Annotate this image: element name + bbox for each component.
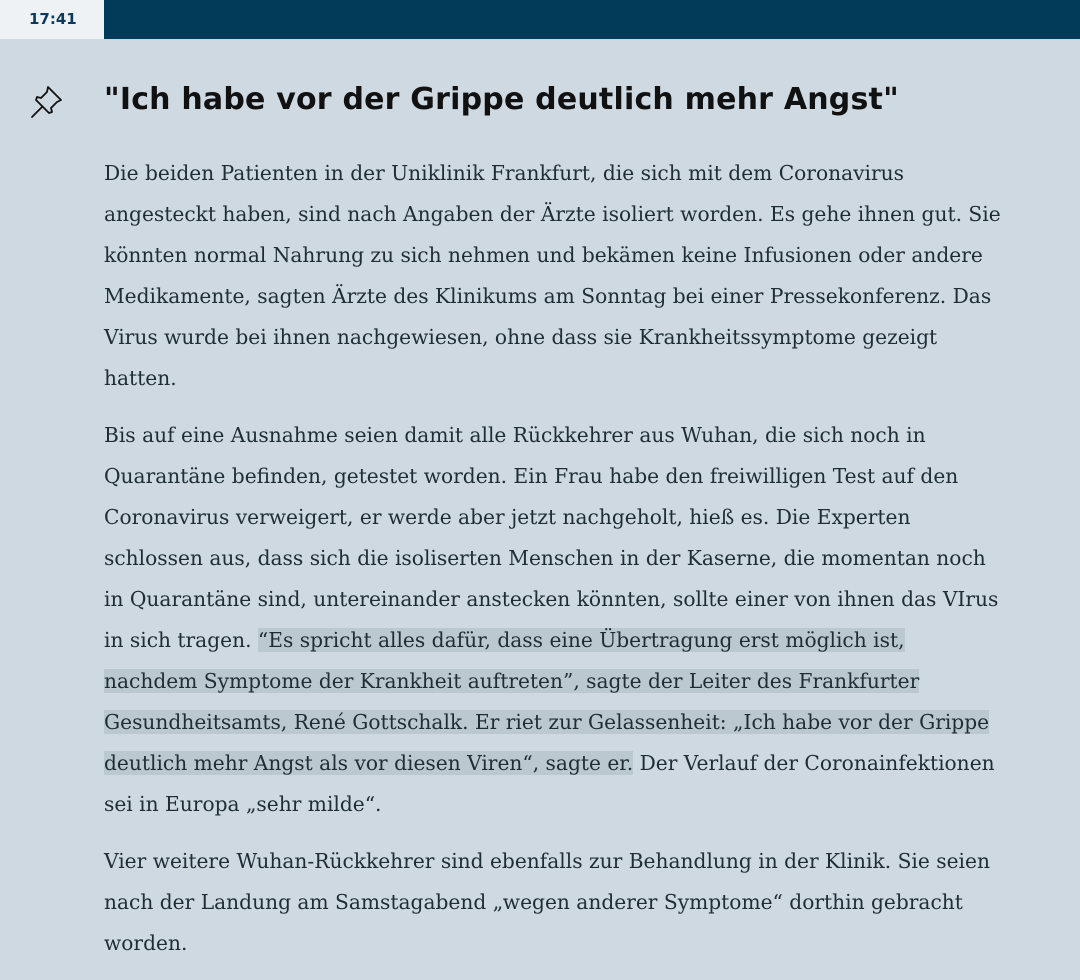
top-bar [0, 0, 1080, 39]
article-headline: "Ich habe vor der Grippe deutlich mehr Angst" [104, 82, 899, 117]
article-paragraph [104, 415, 1004, 825]
timestamp-badge: 17:41 [0, 0, 104, 39]
article-paragraph: Die beiden Patienten in der Uniklinik Frankfurt, die sich mit dem Coronavirus angesteckt haben, sind nach Angaben der Ärzte isoliert worden. Es gehe ihnen gut. Sie könnten normal Nahrung zu sich nehmen und bekämen keine Infusionen oder andere Medikamente, sagten Ärzte des Klinikums am Sonntag bei einer Pressekonferenz. Das Virus wurde bei ihnen nachgewiesen, ohne dass sie Krankheitssymptome gezeigt hatten. [104, 161, 1001, 390]
article-body [104, 153, 1004, 980]
pin-icon[interactable] [28, 82, 66, 120]
paragraph-text: Der Verlauf der Coronainfektionen sei in Europa „sehr milde“. [104, 751, 995, 816]
paragraph-text: Bis auf eine Ausnahme seien damit alle Rückkehrer aus Wuhan, die sich noch in Quarantäne befinden, getestet worden. Ein Frau habe den freiwilligen Test auf den Coronavirus verweigert, er werde aber jetzt nachgeholt, hieß es. Die Experten schlossen aus, dass sich die isoliserten Menschen in der Kaserne, die momentan noch in Quarantäne sind, untereinander anstecken könnten, sollte einer von ihnen das VIrus in sich tragen. [104, 423, 999, 652]
article-paragraph: Vier weitere Wuhan-Rückkehrer sind ebenfalls zur Behandlung in der Klinik. Sie seien nach der Landung am Samstagabend „wegen anderer Symptome“ dorthin gebracht worden. [104, 849, 990, 955]
highlighted-quote[interactable]: “Es spricht alles dafür, dass eine Übertragung erst möglich ist, nachdem Symptome der Krankheit auftreten”, sagte der Leiter des Frankfurter Gesundheitsamts, René Gottschalk. Er riet zur Gelassenheit: „Ich habe vor der Grippe deutlich mehr Angst als vor diesen Viren“, sagte er. [104, 628, 990, 775]
